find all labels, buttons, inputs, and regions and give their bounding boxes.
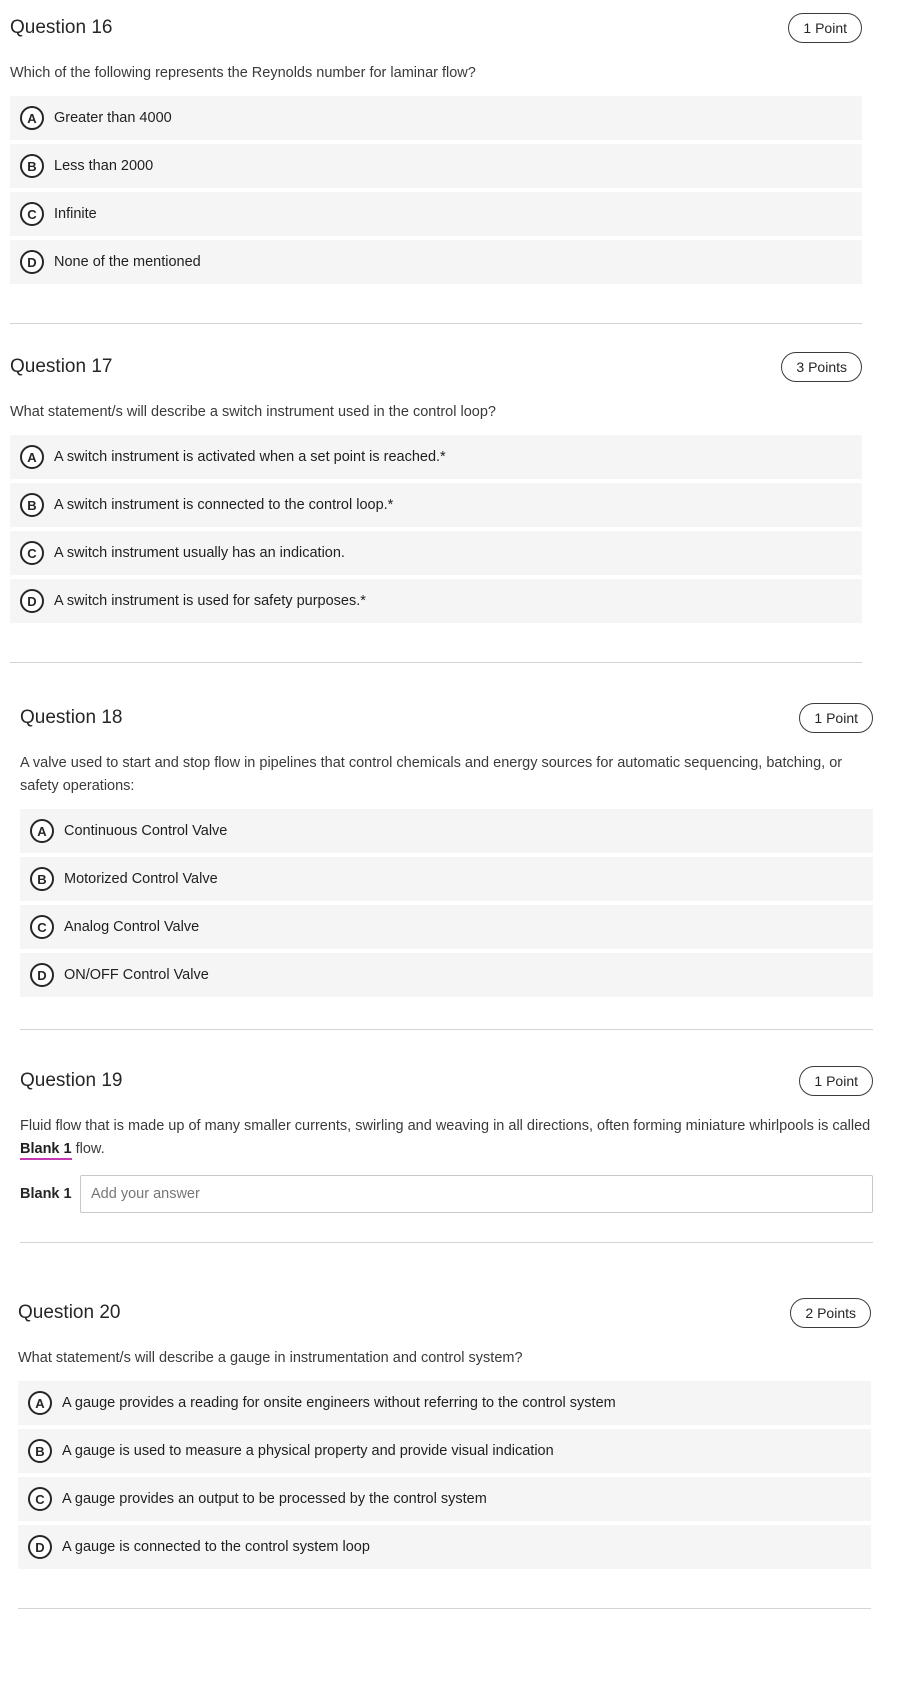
options-list bbox=[10, 435, 862, 623]
option-label: A gauge is used to measure a physical property and provide visual indication bbox=[62, 1443, 554, 1459]
points-badge: 1 Point bbox=[799, 703, 873, 733]
option-letter-badge: B bbox=[20, 493, 44, 517]
points-badge: 1 Point bbox=[799, 1066, 873, 1096]
question-divider bbox=[20, 1242, 873, 1243]
option-a[interactable] bbox=[18, 1381, 871, 1425]
option-letter-badge: C bbox=[28, 1487, 52, 1511]
option-label: A gauge provides a reading for onsite engineers without referring to the control system bbox=[62, 1395, 616, 1411]
option-label: A switch instrument is connected to the control loop.* bbox=[54, 497, 394, 513]
option-b[interactable] bbox=[20, 857, 873, 901]
option-letter-badge: B bbox=[20, 154, 44, 178]
option-label: A gauge provides an output to be processed by the control system bbox=[62, 1491, 487, 1507]
blank-reference[interactable]: Blank 1 bbox=[20, 1141, 72, 1160]
question-title: Question 19 bbox=[20, 1070, 123, 1091]
blank-answer-input[interactable] bbox=[80, 1175, 873, 1213]
option-c[interactable] bbox=[20, 905, 873, 949]
option-b[interactable] bbox=[10, 483, 862, 527]
options-list bbox=[10, 96, 862, 284]
option-d[interactable] bbox=[18, 1525, 871, 1569]
option-letter-badge: B bbox=[28, 1439, 52, 1463]
question-divider bbox=[10, 323, 862, 324]
points-badge: 3 Points bbox=[781, 352, 862, 382]
question-title: Question 17 bbox=[10, 356, 113, 377]
option-label: A gauge is connected to the control system loop bbox=[62, 1539, 370, 1555]
blank-row bbox=[20, 1175, 873, 1213]
option-letter-badge: A bbox=[20, 106, 44, 130]
points-badge: 2 Points bbox=[790, 1298, 871, 1328]
option-b[interactable] bbox=[18, 1429, 871, 1473]
question-title: Question 18 bbox=[20, 707, 123, 728]
question-20 bbox=[18, 1298, 871, 1573]
option-c[interactable] bbox=[18, 1477, 871, 1521]
option-letter-badge: D bbox=[28, 1535, 52, 1559]
question-divider bbox=[10, 662, 862, 663]
options-list bbox=[20, 809, 873, 997]
question-text-after: flow. bbox=[71, 1141, 105, 1157]
option-d[interactable] bbox=[10, 579, 862, 623]
question-header bbox=[20, 1066, 873, 1096]
question-text: What statement/s will describe a gauge in instrumentation and control system? bbox=[18, 1350, 523, 1366]
option-label: Infinite bbox=[54, 206, 97, 222]
blank-label: Blank 1 bbox=[20, 1186, 72, 1202]
option-letter-badge: C bbox=[30, 915, 54, 939]
option-letter-badge: C bbox=[20, 202, 44, 226]
option-letter-badge: D bbox=[30, 963, 54, 987]
option-label: ON/OFF Control Valve bbox=[64, 967, 209, 983]
option-letter-badge: C bbox=[20, 541, 44, 565]
option-label: Analog Control Valve bbox=[64, 919, 200, 935]
question-divider bbox=[20, 1029, 873, 1030]
option-a[interactable] bbox=[20, 809, 873, 853]
question-16 bbox=[10, 13, 862, 288]
question-header bbox=[20, 703, 873, 733]
option-label: A switch instrument is used for safety purposes.* bbox=[54, 593, 366, 609]
option-label: Greater than 4000 bbox=[54, 110, 172, 126]
options-list bbox=[18, 1381, 871, 1569]
points-badge: 1 Point bbox=[788, 13, 862, 43]
option-b[interactable] bbox=[10, 144, 862, 188]
question-header bbox=[10, 13, 862, 43]
option-letter-badge: A bbox=[28, 1391, 52, 1415]
question-text: What statement/s will describe a switch instrument used in the control loop? bbox=[10, 404, 496, 420]
option-letter-badge: A bbox=[30, 819, 54, 843]
option-label: A switch instrument is activated when a set point is reached.* bbox=[54, 449, 446, 465]
question-title: Question 20 bbox=[18, 1302, 121, 1323]
question-18 bbox=[20, 703, 873, 1001]
option-c[interactable] bbox=[10, 192, 862, 236]
option-d[interactable] bbox=[20, 953, 873, 997]
question-divider bbox=[18, 1608, 871, 1609]
question-text-before: Fluid flow that is made up of many smaller currents, swirling and weaving in all directions, often forming miniature whirlpools is called bbox=[20, 1118, 871, 1134]
question-title: Question 16 bbox=[10, 17, 113, 38]
option-label: None of the mentioned bbox=[54, 254, 201, 270]
question-header bbox=[18, 1298, 871, 1328]
option-letter-badge: D bbox=[20, 250, 44, 274]
option-letter-badge: A bbox=[20, 445, 44, 469]
option-letter-badge: B bbox=[30, 867, 54, 891]
question-text: A valve used to start and stop flow in pipelines that control chemicals and energy sources for automatic sequencing, batching, or safety operations: bbox=[20, 755, 843, 794]
option-letter-badge: D bbox=[20, 589, 44, 613]
option-label: A switch instrument usually has an indication. bbox=[54, 545, 345, 561]
option-a[interactable] bbox=[10, 96, 862, 140]
option-d[interactable] bbox=[10, 240, 862, 284]
question-17 bbox=[10, 352, 862, 627]
option-c[interactable] bbox=[10, 531, 862, 575]
option-label: Continuous Control Valve bbox=[64, 823, 228, 839]
option-label: Less than 2000 bbox=[54, 158, 154, 174]
question-header bbox=[10, 352, 862, 382]
question-19 bbox=[20, 1066, 873, 1213]
option-a[interactable] bbox=[10, 435, 862, 479]
option-label: Motorized Control Valve bbox=[64, 871, 218, 887]
question-text: Which of the following represents the Reynolds number for laminar flow? bbox=[10, 65, 476, 81]
question-text bbox=[20, 1115, 873, 1161]
